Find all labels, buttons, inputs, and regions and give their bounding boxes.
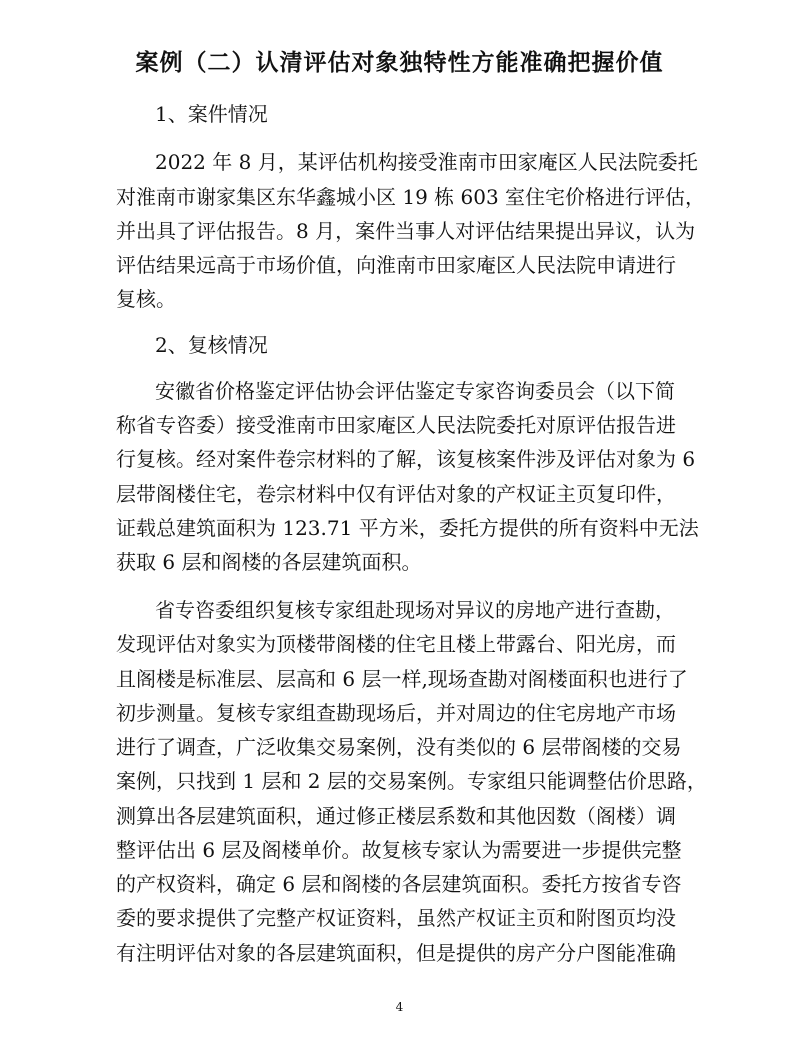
section-heading-review: 2、复核情况 xyxy=(155,333,268,357)
paragraph-line: 安徽省价格鉴定评估协会评估鉴定专家咨询委员会（以下简 xyxy=(155,379,675,403)
paragraph-line: 证载总建筑面积为 123.71 平方米，委托方提供的所有资料中无法 xyxy=(116,516,699,540)
paragraph-line: 获取 6 层和阁楼的各层建筑面积。 xyxy=(116,550,422,574)
paragraph-line: 省专咨委组织复核专家组赴现场对异议的房地产进行查勘， xyxy=(155,598,675,622)
paragraph-line: 测算出各层建筑面积，通过修正楼层系数和其他因数（阁楼）调 xyxy=(116,804,676,828)
paragraph-line: 的产权资料，确定 6 层和阁楼的各层建筑面积。委托方按省专咨 xyxy=(116,872,682,896)
paragraph-line: 委的要求提供了完整产权证资料，虽然产权证主页和附图页均没 xyxy=(116,906,676,930)
document-title: 案例（二）认清评估对象独特性方能准确把握价值 xyxy=(135,50,664,76)
paragraph-line: 案例，只找到 1 层和 2 层的交易案例。专家组只能调整估价思路， xyxy=(116,769,707,793)
paragraph-line: 行复核。经对案件卷宗材料的了解，该复核案件涉及评估对象为 6 xyxy=(116,447,696,471)
paragraph-line: 并出具了评估报告。8 月，案件当事人对评估结果提出异议，认为 xyxy=(116,219,696,243)
paragraph-line: 进行了调查，广泛收集交易案例，没有类似的 6 层带阁楼的交易 xyxy=(116,735,682,759)
paragraph-line: 复核。 xyxy=(116,287,176,311)
paragraph-line: 称省专咨委）接受淮南市田家庵区人民法院委托对原评估报告进 xyxy=(116,413,676,437)
paragraph-line: 2022 年 8 月，某评估机构接受淮南市田家庵区人民法院委托 xyxy=(155,150,698,174)
paragraph-line: 评估结果远高于市场价值，向淮南市田家庵区人民法院申请进行 xyxy=(116,253,676,277)
paragraph-line: 对淮南市谢家集区东华鑫城小区 19 栋 603 室住宅价格进行评估， xyxy=(116,185,706,209)
paragraph-line: 层带阁楼住宅，卷宗材料中仅有评估对象的产权证主页复印件， xyxy=(116,482,676,506)
paragraph-line: 发现评估对象实为顶楼带阁楼的住宅且楼上带露台、阳光房，而 xyxy=(116,632,676,656)
page-number: 4 xyxy=(395,1000,404,1014)
section-heading-case: 1、案件情况 xyxy=(155,102,268,126)
paragraph-line: 初步测量。复核专家组查勘现场后，并对周边的住宅房地产市场 xyxy=(116,701,676,725)
paragraph-line: 且阁楼是标准层、层高和 6 层一样,现场查勘对阁楼面积也进行了 xyxy=(116,667,688,691)
paragraph-line: 有注明评估对象的各层建筑面积，但是提供的房产分户图能准确 xyxy=(116,941,676,965)
paragraph-line: 整评估出 6 层及阁楼单价。故复核专家认为需要进一步提供完整 xyxy=(116,838,682,862)
